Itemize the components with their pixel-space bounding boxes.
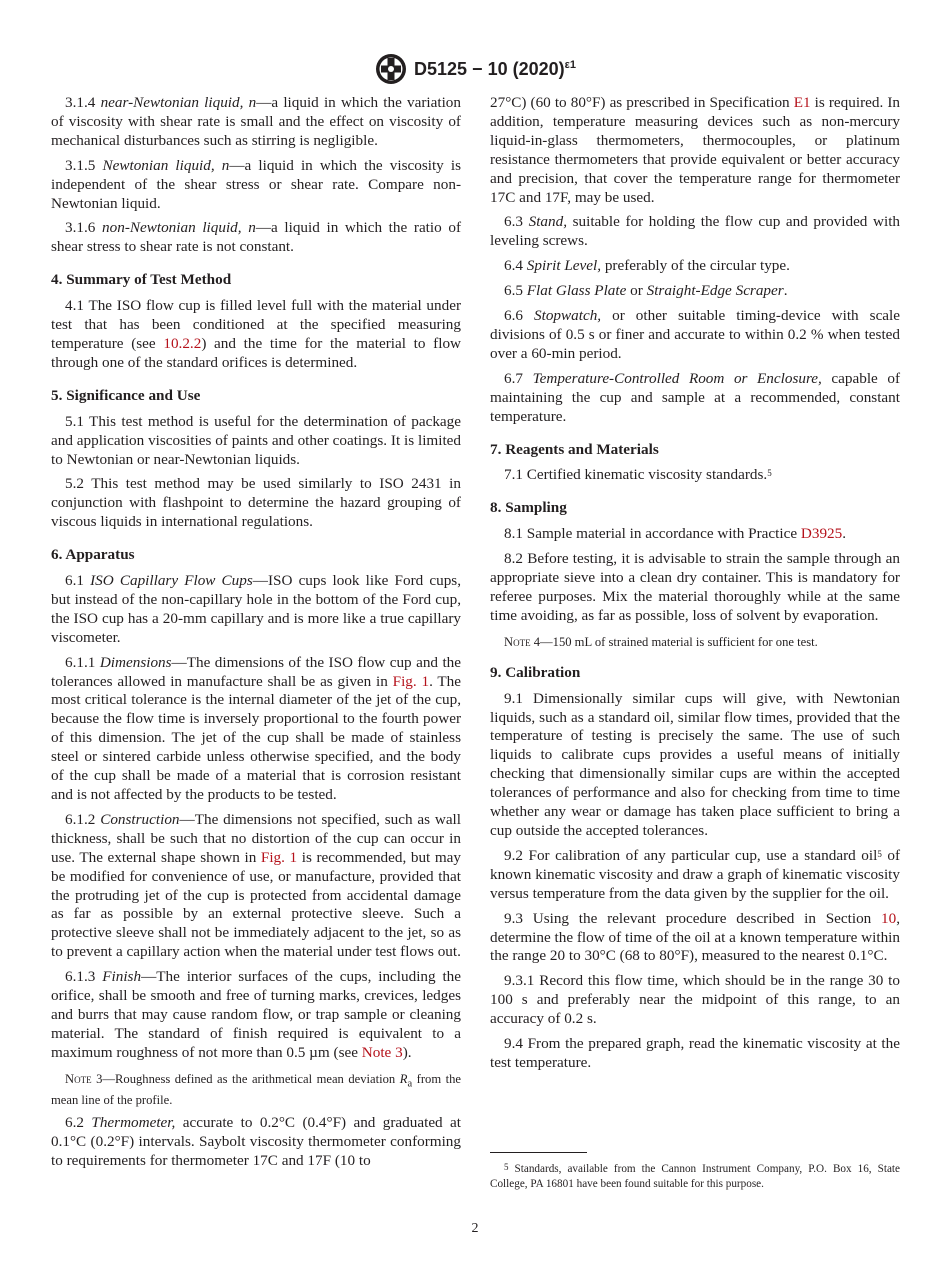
left-column — [51, 94, 461, 1177]
footnote-5: $^5$ Standards, available from the Cannon Instrument Company, P.O. Box 16, State College, PA 16801 have been found suitable for this purpose. — [490, 1162, 900, 1190]
para-9-3: 9.3 Using the relevant procedure described in Section 10, determine the flow of time of the oil at a known temperature within the range 20 to 30°C (68 to 80°F), measured to the nearest 0.1°C. — [490, 909, 900, 965]
heading-summary: 4. Summary of Test Method — [51, 271, 232, 289]
para-6-3: 6.3 Stand, suitable for holding the flow cup and provided with leveling screws. — [490, 213, 901, 250]
note-3: Note 3—Roughness defined as the arithmetical mean deviation $R_a$ from the mean line of the profile. — [51, 1071, 462, 1108]
link-e1[interactable]: E1 — [793, 94, 811, 111]
para-9-3-1: 9.3.1 Record this flow time, which should be in the range 30 to 100 s and preferably near the midpoint of this range, to an accuracy of 0.2 s. — [490, 972, 900, 1028]
para-5-2: 5.2 This test method may be used similarly to ISO 2431 in conjunction with flashpoint to determine the hazard grouping of viscous liquids in international regulations. — [51, 475, 461, 531]
heading-sampling: 8. Sampling — [490, 499, 567, 517]
link-fig-1[interactable]: Fig. 1 — [260, 848, 298, 866]
para-9-4: 9.4 From the prepared graph, read the kinematic viscosity at the test temperature. — [490, 1035, 900, 1071]
link-fig-1[interactable]: Fig. 1 — [392, 672, 430, 690]
footnote-ref[interactable]: 5 — [877, 848, 882, 859]
link-10-2-2[interactable]: 10.2.2 — [163, 334, 202, 352]
para-6-7: 6.7 Temperature-Controlled Room or Enclosure, capable of maintaining the cup and sample at a recommended, constant temperature. — [490, 369, 901, 425]
page-number: 2 — [471, 1221, 479, 1236]
para-6-2-cont: 27°C) (60 to 80°F) as prescribed in Specification E1 is required. In addition, temperature measuring devices such as non-mercury liquid-in-glass thermometers, thermocouples, or platinum resistance thermometers that provide equivalent or better accuracy and precision, that cover the temperature range for thermometer 17C and 17F, may be used. — [490, 94, 900, 206]
link-section-10[interactable]: 10 — [881, 909, 897, 927]
para-6-4: 6.4 Spirit Level, preferably of the circular type. — [504, 257, 790, 275]
para-6-1: 6.1 ISO Capillary Flow Cups—ISO cups look like Ford cups, but instead of the non-capillary hole in the bottom of the Ford cup, the ISO cup has a 20-mm capillary and is more like a true capillary viscometer. — [51, 572, 461, 646]
link-d3925[interactable]: D3925 — [800, 525, 843, 543]
heading-reagents: 7. Reagents and Materials — [490, 440, 659, 458]
para-9-2: 9.2 For calibration of any particular cup, use a standard oil$^5$ of known kinematic viscosity and draw a graph of kinematic viscosity versus temperature from the data given by the supplier for the oil. — [490, 846, 900, 902]
para-3-1-4: 3.1.4 near-Newtonian liquid, n—a liquid in which the variation of viscosity with shear rate is small and the effect on viscosity of mechanical disturbances such as stirring is negligible. — [51, 94, 461, 149]
para-9-1: 9.1 Dimensionally similar cups will give, with Newtonian liquids, such as a standard oil, similar flow times, provided that the temperature of testing is precisely the same. The use of such liquids to calibrate cups provides a useful means of initially checking that dimensionally similar cups are within the accepted tolerances of performance and also for checking from time to time whether any wear or damage has taken place sufficient to bring a cup outside the accepted tolerances. — [490, 689, 900, 839]
para-6-6: 6.6 Stopwatch, or other suitable timing-device with scale divisions of 0.5 s or finer and accurate to within 0.2 % when tested over a 60-min period. — [490, 307, 901, 362]
link-note-3[interactable]: Note 3 — [361, 1043, 403, 1061]
para-6-1-3: 6.1.3 Finish—The interior surfaces of the cups, including the orifice, shall be smooth and free of turning marks, crevices, ledges and burrs that may cause random flow, or trap sample or cleaning material. The standard of finish required is equivalent to a maximum roughness of not more than 0.5 µm (see Note 3). — [51, 968, 462, 1061]
para-8-1: 8.1 Sample material in accordance with Practice D3925. — [504, 525, 847, 543]
right-column — [490, 94, 900, 1079]
document-designation: D5125 − 10 $(2020)^{\varepsilon 1}$ — [414, 58, 576, 79]
designation-superscript: ε1 — [564, 58, 576, 71]
page-header — [0, 52, 950, 86]
footnote-divider — [490, 1152, 587, 1153]
note-4: Note 4—150 mL of strained material is sufficient for one test. — [504, 634, 818, 649]
para-5-1: 5.1 This test method is useful for the determination of package and application viscosities of paints and other coatings. It is limited to Newtonian or near-Newtonian liquids. — [51, 412, 461, 468]
para-8-2: 8.2 Before testing, it is advisable to strain the sample through an appropriate sieve into a clean dry container. This is mandatory for referee purposes. Mix the material thoroughly while at the same time avoiding, as far as possible, loss of solvent by evaporation. — [490, 550, 900, 624]
heading-apparatus: 6. Apparatus — [51, 546, 135, 564]
para-6-1-1: 6.1.1 Dimensions—The dimensions of the ISO flow cup and the tolerances allowed in manufacture shall be as given in Fig. 1. The most critical tolerance is the internal diameter of the jet of the cup, because the flow time is inversely proportional to the fourth power of this dimension. The jet of the cup shall be made of stainless steel or sintered carbide unless otherwise specified, and the body of the cup shall be made of a material that is corrosion resistant and is not affected by the products to be tested. — [51, 653, 462, 803]
para-6-5: 6.5 Flat Glass Plate or Straight-Edge Scraper. — [504, 282, 788, 300]
footnote-ref[interactable]: 5 — [767, 468, 772, 479]
para-4-1: 4.1 The ISO flow cup is filled level full with the material under test that has been conditioned at the specified measuring temperature (see 10.2.2) and the time for the material to flow through one of the standard orifices is determined. — [51, 297, 462, 371]
heading-calibration: 9. Calibration — [490, 663, 581, 681]
para-6-1-2: 6.1.2 Construction—The dimensions not specified, such as wall thickness, shall be such that no distortion of the cup can occur in use. The external shape shown in Fig. 1 is recommended, but may be modified for convenience of use, or manufacture, provided that the protruding jet of the cup is protected from accidental damage as far as possible by an external protective sleeve. Such a protective sleeve shall not be immediately adjacent to the jet, so as to prevent a capillary action when the material under test flows out. — [51, 810, 462, 961]
para-3-1-6: 3.1.6 non-Newtonian liquid, n—a liquid in which the ratio of shear stress to shear rate is not constant. — [51, 219, 462, 256]
para-6-2: 6.2 Thermometer, accurate to 0.2°C (0.4°F) and graduated at 0.1°C (0.2°F) intervals. Saybolt viscosity thermometer conforming to requirements for thermometer 17C and 17F (10 to — [51, 1114, 461, 1170]
heading-significance: 5. Significance and Use — [51, 386, 201, 404]
astm-logo-icon — [374, 52, 408, 86]
para-7-1: 7.1 Certified kinematic viscosity standards.$^5$ — [504, 466, 772, 484]
para-3-1-5: 3.1.5 Newtonian liquid, n—a liquid in which the viscosity is independent of the shear stress or shear rate. Compare non-Newtonian liquid. — [51, 156, 461, 212]
